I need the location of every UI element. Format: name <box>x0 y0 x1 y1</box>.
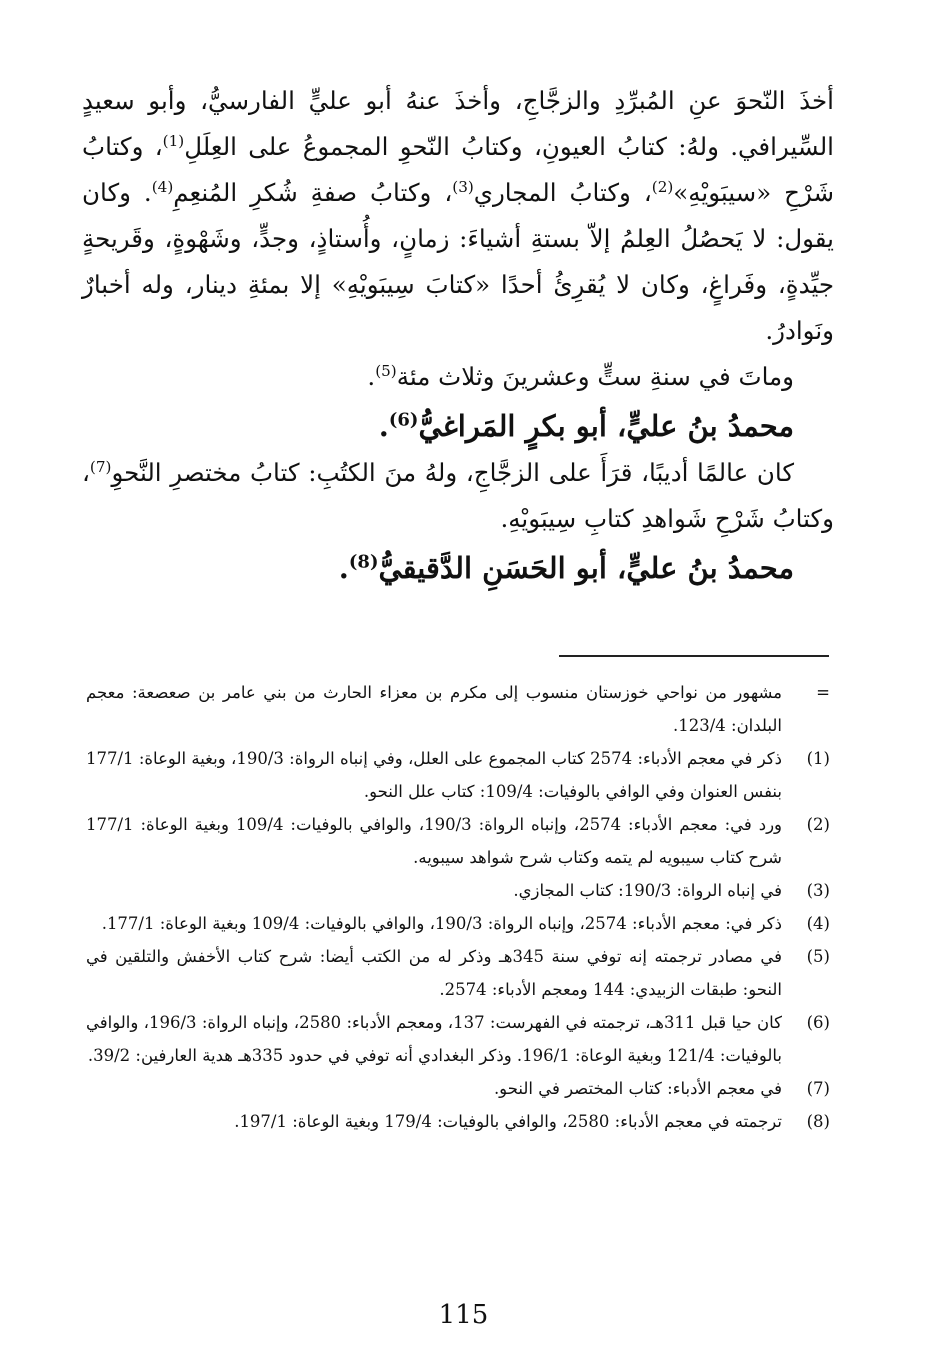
heading-text: . <box>338 551 349 585</box>
entry-heading <box>82 402 834 450</box>
paragraph-text: ، وكتابُ صفةِ شُكرِ المُنعِمِ <box>173 178 453 207</box>
paragraph-text: . <box>367 362 376 391</box>
footnote-text: في مصادر ترجمته إنه توفي سنة 345هـ وذكر له من الكتب أيضا: شرح كتاب الأخفش والتلقين في النحو: طبقات الزبيدي: 144 ومعجم الأدباء: 2574. <box>86 947 782 999</box>
footnote-number: (2) <box>806 815 830 834</box>
paragraph-text: . وكان يقول: لا يَحصُلُ العِلمُ إلاّ بستةِ أشياءَ: زمانٍ، وأُستاذٍ، وجدٍّ، وشَهْوةٍ، وقَريحةٍ جيِّدةٍ، وفَراغٍ، وكان لا يُقرِئُ أحدًا «كتابَ سِيبَويْهِ» إلا بمئةِ دينار، وله أخبارٌ ونَوادرُ. <box>82 178 834 345</box>
paragraph-text: أخذَ النّحوَ عنِ المُبرِّدِ والزجَّاجِ، وأخذَ عنهُ أبو عليٍّ الفارسيُّ، وأبو سعيدٍ السِّيرافي. ولهُ: كتابُ العيونِ، وكتابُ النّحوِ المجموعُ على العِلَلِ <box>82 86 834 161</box>
footnote-number: = <box>816 683 830 702</box>
footnote-ref[interactable]: (8) <box>348 551 379 573</box>
paragraph-biography <box>82 450 834 542</box>
footnote-item <box>86 907 830 940</box>
footnote-ref[interactable]: (6) <box>388 409 419 431</box>
footnote-item <box>86 742 830 808</box>
footnote-number: (6) <box>806 1013 830 1032</box>
footnote-item <box>86 940 830 1006</box>
page-number: 115 <box>438 1300 489 1330</box>
footnote-number: (3) <box>806 881 830 900</box>
footnote-text: في إنباه الرواة: 190/3: كتاب المجازي. <box>513 881 782 900</box>
paragraph-text: ، وكتابُ شَرْحِ شَواهدِ كتابِ سِيبَويْهِ. <box>82 458 834 533</box>
heading-text: . <box>378 409 389 443</box>
heading-text: محمدُ بنُ عليٍّ، أبو الحَسَنِ الدَّقيقيُّ <box>378 551 794 585</box>
footnotes-section <box>86 676 830 1138</box>
footnote-item <box>86 808 830 874</box>
footnote-ref[interactable]: (3) <box>452 177 474 196</box>
footnote-number: (1) <box>806 749 830 768</box>
footnote-number: (4) <box>806 914 830 933</box>
footnote-ref[interactable]: (7) <box>89 457 112 476</box>
main-text <box>82 78 834 592</box>
paragraph-text: وماتَ في سنةِ ستٍّ وعشرينَ وثلاث مئة <box>396 362 794 391</box>
heading-text: محمدُ بنُ عليٍّ، أبو بكرٍ المَراغيُّ <box>418 409 794 443</box>
paragraph-death <box>82 354 834 400</box>
footnote-ref[interactable]: (5) <box>375 361 397 380</box>
footnote-item <box>86 1072 830 1105</box>
footnote-text: ترجمته في معجم الأدباء: 2580، والوافي بالوفيات: 179/4 وبغية الوعاة: 197/1. <box>234 1112 782 1131</box>
footnote-number: (7) <box>806 1079 830 1098</box>
footnote-ref[interactable]: (4) <box>151 177 174 196</box>
footnote-divider <box>559 655 829 657</box>
footnote-item <box>86 874 830 907</box>
footnote-text: ورد في: معجم الأدباء: 2574، وإنباه الرواة: 190/3، والوافي بالوفيات: 109/4 وبغية الوعاة: 177/1 شرح كتاب سيبويه لم يتمه وكتاب شرح شواهد سيبويه. <box>86 815 783 867</box>
paragraph-biography <box>82 78 834 354</box>
footnote-item <box>86 676 830 742</box>
paragraph-text: كان عالمًا أديبًا، قرَأَ على الزجَّاجِ، ولهُ منَ الكتُبِ: كتابُ مختصرِ النَّحوِ <box>111 458 794 487</box>
footnote-number: (8) <box>806 1112 830 1131</box>
footnote-item <box>86 1006 830 1072</box>
paragraph-text: ، وكتابُ المجاري <box>473 178 652 207</box>
entry-heading <box>82 544 834 592</box>
footnote-ref[interactable]: (1) <box>162 131 185 150</box>
footnote-ref[interactable]: (2) <box>651 177 674 196</box>
footnote-item <box>86 1105 830 1138</box>
footnote-text: كان حيا قبل 311هـ، ترجمته في الفهرست: 137، ومعجم الأدباء: 2580، وإنباه الرواة: 196/3، والوافي بالوفيات: 121/4 وبغية الوعاة: 196/1. وذكر البغدادي أنه توفي في حدود 335هـ هدية العارفين: 39/2. <box>86 1013 782 1065</box>
paragraph-text: ، وكتابُ شَرْحِ «سيبَويْهِ» <box>82 132 835 207</box>
footnote-number: (5) <box>806 947 830 966</box>
footnote-text: في معجم الأدباء: كتاب المختصر في النحو. <box>493 1079 782 1098</box>
footnote-text: ذكر في معجم الأدباء: 2574 كتاب المجموع على العلل، وفي إنباه الرواة: 190/3، وبغية الوعاة: 177/1 بنفس العنوان وفي الوافي بالوفيات: 109/4: كتاب علل النحو. <box>86 749 782 801</box>
footnote-text: ذكر في: معجم الأدباء: 2574، وإنباه الرواة: 190/3، والوافي بالوفيات: 109/4 وبغية الوعاة: 177/1. <box>101 914 782 933</box>
footnote-text: مشهور من نواحي خوزستان منسوب إلى مكرم بن معزاء الحارث من بني عامر بن صعصعة: معجم البلدان: 123/4. <box>86 683 782 735</box>
